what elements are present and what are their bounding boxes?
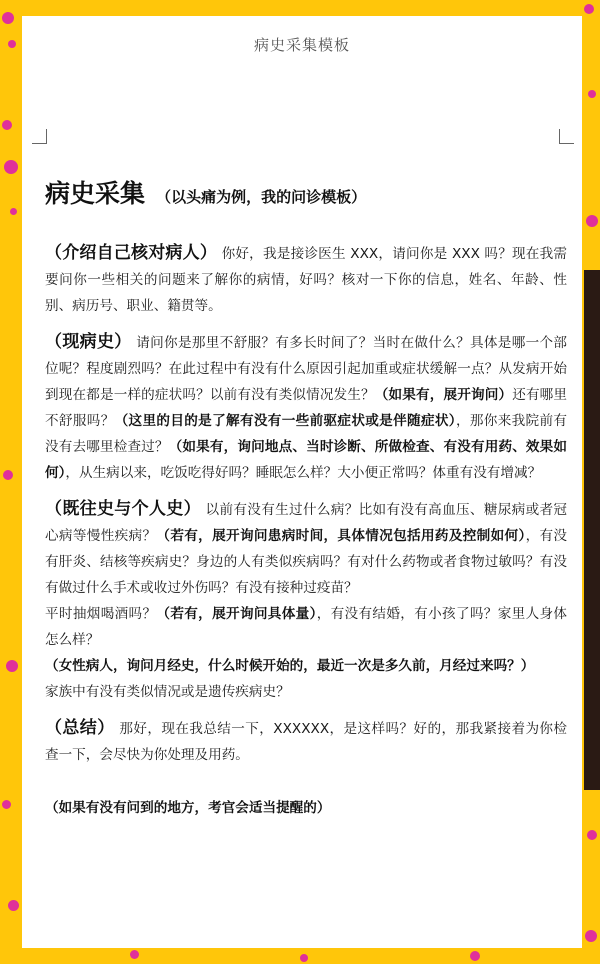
past-note-2: （若有，展开询问具体量）: [156, 606, 317, 622]
decor-dot: [10, 208, 17, 215]
present-note-2: （这里的目的是了解有没有一些前驱症状或是伴随症状）: [114, 413, 456, 429]
present-text-4: ，从生病以来，吃饭吃得好吗？睡眠怎么样？大小便正常吗？体重有没有增减？: [65, 465, 542, 481]
crop-mark-right: [559, 129, 574, 144]
decor-dot: [3, 470, 13, 480]
background-strip: [584, 270, 600, 790]
decor-dot: [8, 40, 16, 48]
document-title: 病史采集模板: [253, 36, 350, 54]
decor-dot: [588, 90, 596, 98]
present-note-1: （如果有，展开询问）: [374, 387, 513, 403]
past-text-4: ，有没有结婚，有小孩了吗？家里人身体怎么样？: [45, 606, 568, 648]
decor-dot: [2, 800, 11, 809]
document-page: [22, 16, 582, 948]
section-past-history: [45, 496, 567, 705]
section-present-illness: [45, 329, 567, 486]
decor-dot: [130, 950, 139, 959]
decor-dot: [586, 215, 598, 227]
present-text-1: 请问你是那里不舒服？有多长时间了？当时在做什么？具体是哪一个部位呢？程度剧烈吗？在此过程中有没有什么原因引起加重或症状缓解一点？从发病开始到现在都是一样的症状吗？以前有没有类似情况发生？: [45, 335, 568, 403]
decor-dot: [584, 4, 594, 14]
section-intro: [45, 240, 567, 319]
decor-dot: [4, 160, 18, 174]
decor-dot: [585, 930, 597, 942]
main-heading: [45, 172, 567, 210]
present-text-3: ，那你来我院前有没有去哪里检查过？: [45, 413, 568, 455]
crop-mark-left: [32, 129, 47, 144]
intro-text: 你好，我是接诊医生 XXX，请问你是 XXX 吗？现在我需要问你一些相关的问题来了解你的病情，好吗？核对一下你的信息，姓名、年龄、性别、病历号、职业、籍贯等。: [45, 246, 567, 314]
heading-sub: （以头痛为例，我的问诊模板）: [156, 188, 367, 206]
past-text-3: 平时抽烟喝酒吗？: [45, 606, 157, 622]
decor-dot: [8, 900, 19, 911]
past-text-5: 家族中有没有类似情况或是遗传疾病史？: [45, 684, 290, 700]
decor-dot: [470, 951, 480, 961]
decor-dot: [587, 830, 597, 840]
past-note-3: （女性病人，询问月经史，什么时候开始的，最近一次是多久前，月经过来吗？）: [45, 658, 535, 674]
section-label-present: （现病史）: [45, 332, 132, 352]
summary-text: 那好，现在我总结一下，XXXXXX，是这样吗？好的，那我紧接着为你检查一下，会尽快为你处理及用药。: [45, 721, 568, 763]
present-note-3: （如果有，询问地点、当时诊断、所做检查、有没有用药、效果如何）: [45, 439, 568, 481]
document-body: [45, 172, 567, 816]
decor-dot: [6, 660, 18, 672]
heading-main: 病史采集: [45, 179, 146, 208]
present-text-2: 还有哪里不舒服吗？: [45, 387, 568, 429]
past-text-2: ，有没有肝炎、结核等疾病史？身边的人有类似疾病吗？有对什么药物或者食物过敏吗？有没有做过什么手术或收过外伤吗？有没有接种过疫苗？: [45, 528, 568, 596]
decor-dot: [2, 120, 12, 130]
past-note-1: （若有，展开询问患病时间，具体情况包括用药及控制如何）: [156, 528, 526, 544]
decor-dot: [300, 954, 308, 962]
section-summary: [45, 715, 567, 768]
section-label-intro: （介绍自己核对病人）: [45, 243, 218, 263]
section-label-summary: （总结）: [45, 718, 115, 738]
section-label-past: （既往史与个人史）: [45, 499, 201, 519]
decor-dot: [2, 12, 14, 24]
past-text-1: 以前有没有生过什么病？比如有没有高血压、糖尿病或者冠心病等慢性疾病？: [45, 502, 568, 544]
footer-note: （如果有没有问到的地方，考官会适当提醒的）: [45, 800, 331, 816]
